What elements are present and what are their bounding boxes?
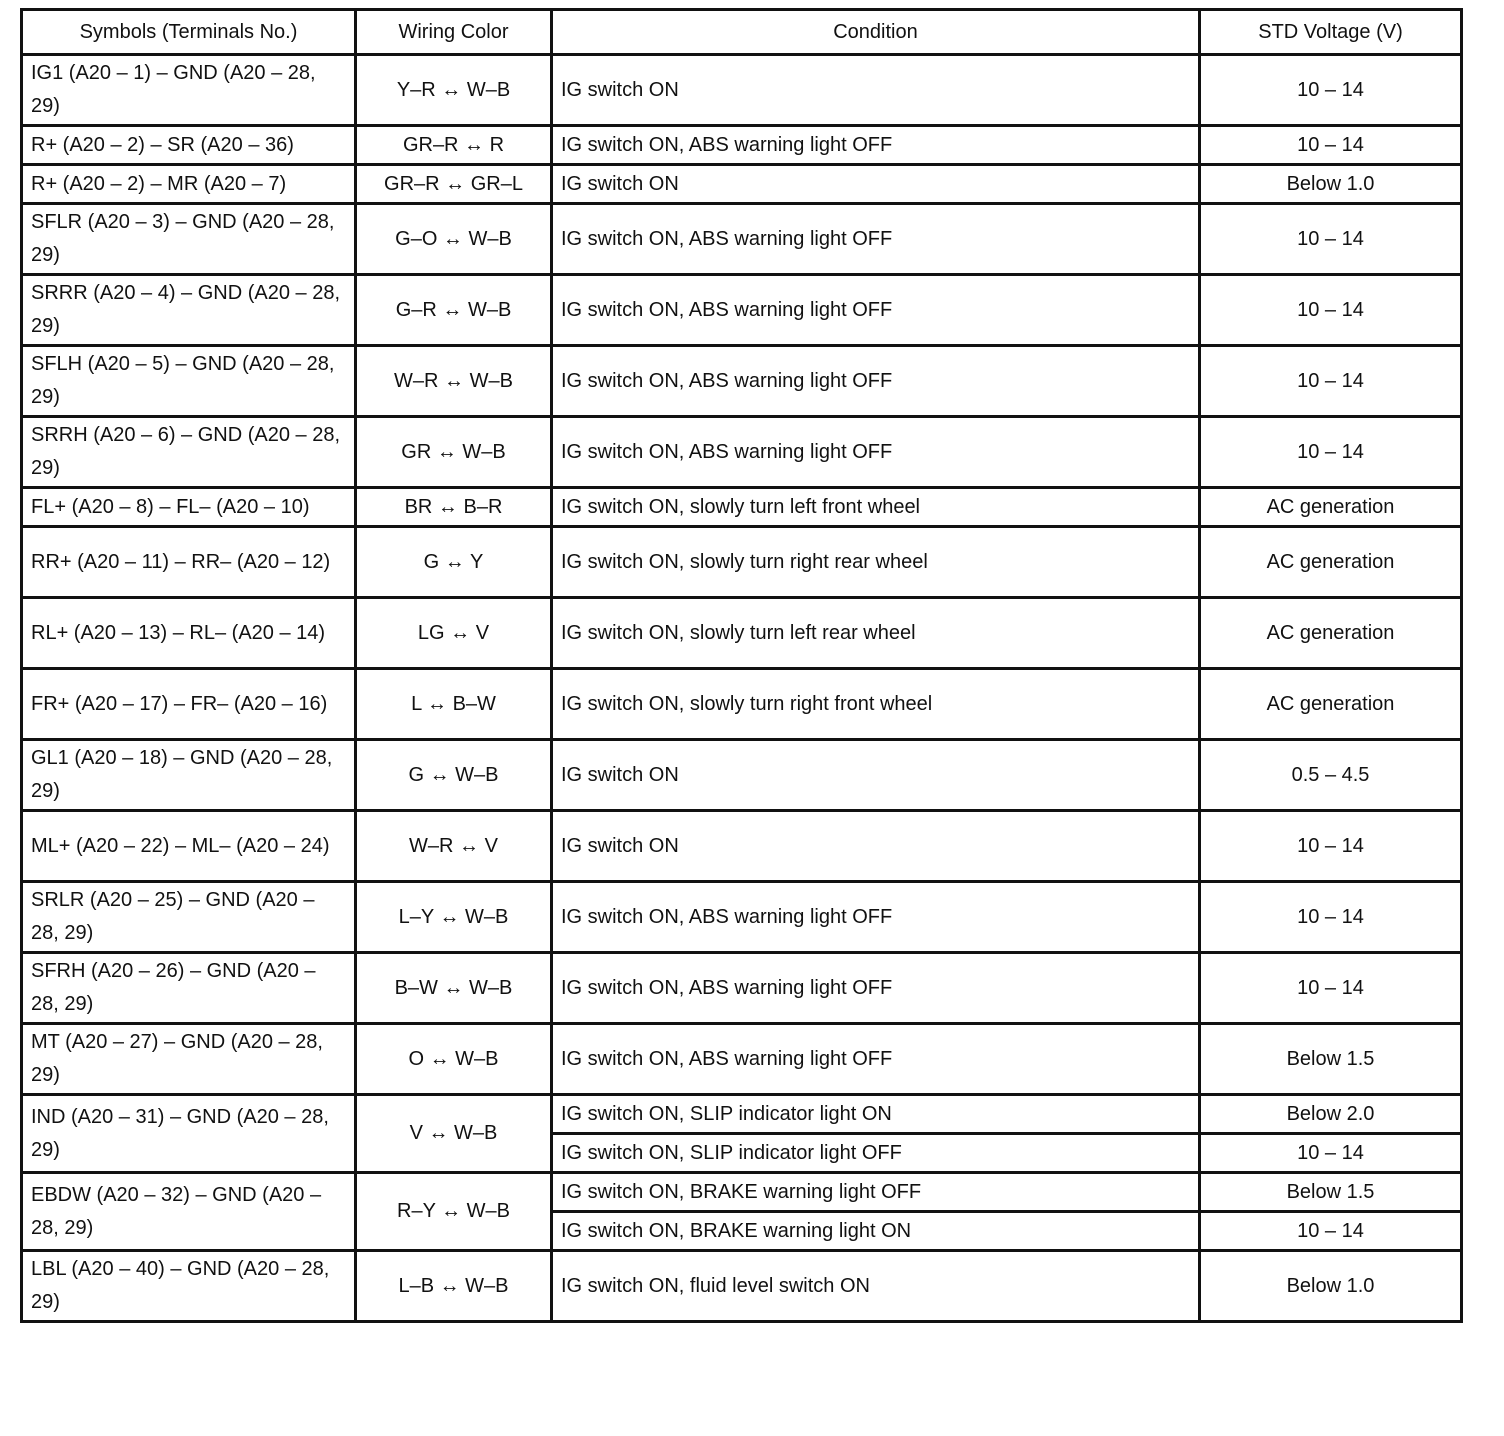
table-row [22, 1251, 1462, 1322]
header-condition: Condition [552, 10, 1200, 55]
condition-cell: IG switch ON, ABS warning light OFF [552, 275, 1200, 346]
condition-cell: IG switch ON, ABS warning light OFF [552, 1024, 1200, 1095]
condition-cell: IG switch ON [552, 165, 1200, 204]
wiring-color-cell: G–O ↔ W–B [356, 204, 552, 275]
wiring-color-cell: W–R ↔ V [356, 811, 552, 882]
condition-cell: IG switch ON [552, 811, 1200, 882]
wiring-color-cell: L–Y ↔ W–B [356, 882, 552, 953]
condition-cell: IG switch ON, ABS warning light OFF [552, 417, 1200, 488]
condition-cell: IG switch ON, ABS warning light OFF [552, 126, 1200, 165]
symbol-cell: IG1 (A20 – 1) – GND (A20 – 28, 29) [22, 55, 356, 126]
table-row [22, 204, 1462, 275]
condition-cell: IG switch ON, BRAKE warning light ON [552, 1212, 1200, 1251]
condition-cell: IG switch ON, ABS warning light OFF [552, 882, 1200, 953]
condition-cell: IG switch ON, ABS warning light OFF [552, 204, 1200, 275]
header-wiring-color: Wiring Color [356, 10, 552, 55]
voltage-cell: AC generation [1200, 598, 1462, 669]
table-row [22, 740, 1462, 811]
condition-cell: IG switch ON, BRAKE warning light OFF [552, 1173, 1200, 1212]
condition-cell: IG switch ON, slowly turn left rear wheel [552, 598, 1200, 669]
table-row [22, 669, 1462, 740]
table-row [22, 811, 1462, 882]
voltage-cell: AC generation [1200, 669, 1462, 740]
voltage-cell: AC generation [1200, 527, 1462, 598]
symbol-cell: SRLR (A20 – 25) – GND (A20 – 28, 29) [22, 882, 356, 953]
symbol-cell: R+ (A20 – 2) – SR (A20 – 36) [22, 126, 356, 165]
symbol-cell: IND (A20 – 31) – GND (A20 – 28, 29) [22, 1095, 356, 1173]
table-row [22, 165, 1462, 204]
voltage-cell: 10 – 14 [1200, 1134, 1462, 1173]
voltage-cell: 10 – 14 [1200, 126, 1462, 165]
symbol-cell: R+ (A20 – 2) – MR (A20 – 7) [22, 165, 356, 204]
table-row [22, 527, 1462, 598]
condition-cell: IG switch ON, slowly turn right rear wheel [552, 527, 1200, 598]
condition-cell: IG switch ON [552, 740, 1200, 811]
condition-cell: IG switch ON, fluid level switch ON [552, 1251, 1200, 1322]
voltage-cell: Below 1.0 [1200, 165, 1462, 204]
voltage-cell: 10 – 14 [1200, 882, 1462, 953]
voltage-cell: 10 – 14 [1200, 417, 1462, 488]
wiring-color-cell: L ↔ B–W [356, 669, 552, 740]
symbol-cell: SRRH (A20 – 6) – GND (A20 – 28, 29) [22, 417, 356, 488]
voltage-cell: 10 – 14 [1200, 275, 1462, 346]
wiring-color-cell: R–Y ↔ W–B [356, 1173, 552, 1251]
wiring-color-cell: B–W ↔ W–B [356, 953, 552, 1024]
symbol-cell: SFRH (A20 – 26) – GND (A20 – 28, 29) [22, 953, 356, 1024]
voltage-cell: Below 2.0 [1200, 1095, 1462, 1134]
wiring-color-cell: GR ↔ W–B [356, 417, 552, 488]
wiring-color-cell: Y–R ↔ W–B [356, 55, 552, 126]
wiring-color-cell: G ↔ Y [356, 527, 552, 598]
symbol-cell: FL+ (A20 – 8) – FL– (A20 – 10) [22, 488, 356, 527]
voltage-cell: Below 1.0 [1200, 1251, 1462, 1322]
condition-cell: IG switch ON, slowly turn left front wheel [552, 488, 1200, 527]
condition-cell: IG switch ON, SLIP indicator light OFF [552, 1134, 1200, 1173]
symbol-cell: FR+ (A20 – 17) – FR– (A20 – 16) [22, 669, 356, 740]
symbol-cell: LBL (A20 – 40) – GND (A20 – 28, 29) [22, 1251, 356, 1322]
symbol-cell: SFLH (A20 – 5) – GND (A20 – 28, 29) [22, 346, 356, 417]
table-row [22, 417, 1462, 488]
table-header-row [22, 10, 1462, 55]
wiring-color-cell: LG ↔ V [356, 598, 552, 669]
wiring-color-cell: BR ↔ B–R [356, 488, 552, 527]
terminal-voltage-table-sheet [20, 8, 1460, 1323]
wiring-color-cell: G ↔ W–B [356, 740, 552, 811]
wiring-color-cell: GR–R ↔ GR–L [356, 165, 552, 204]
voltage-cell: 10 – 14 [1200, 204, 1462, 275]
table-row [22, 882, 1462, 953]
voltage-cell: Below 1.5 [1200, 1024, 1462, 1095]
symbol-cell: EBDW (A20 – 32) – GND (A20 – 28, 29) [22, 1173, 356, 1251]
symbol-cell: MT (A20 – 27) – GND (A20 – 28, 29) [22, 1024, 356, 1095]
condition-cell: IG switch ON, ABS warning light OFF [552, 953, 1200, 1024]
voltage-cell: Below 1.5 [1200, 1173, 1462, 1212]
table-row [22, 1095, 1462, 1134]
voltage-cell: 10 – 14 [1200, 1212, 1462, 1251]
table-row [22, 126, 1462, 165]
header-std-voltage: STD Voltage (V) [1200, 10, 1462, 55]
symbol-cell: GL1 (A20 – 18) – GND (A20 – 28, 29) [22, 740, 356, 811]
wiring-color-cell: V ↔ W–B [356, 1095, 552, 1173]
condition-cell: IG switch ON, SLIP indicator light ON [552, 1095, 1200, 1134]
condition-cell: IG switch ON [552, 55, 1200, 126]
table-row [22, 598, 1462, 669]
voltage-cell: 10 – 14 [1200, 953, 1462, 1024]
header-symbols: Symbols (Terminals No.) [22, 10, 356, 55]
voltage-cell: 10 – 14 [1200, 55, 1462, 126]
wiring-color-cell: G–R ↔ W–B [356, 275, 552, 346]
wiring-color-cell: W–R ↔ W–B [356, 346, 552, 417]
table-row [22, 346, 1462, 417]
symbol-cell: RR+ (A20 – 11) – RR– (A20 – 12) [22, 527, 356, 598]
symbol-cell: ML+ (A20 – 22) – ML– (A20 – 24) [22, 811, 356, 882]
table-row [22, 488, 1462, 527]
voltage-cell: 0.5 – 4.5 [1200, 740, 1462, 811]
table-row [22, 55, 1462, 126]
voltage-cell: AC generation [1200, 488, 1462, 527]
wiring-color-cell: L–B ↔ W–B [356, 1251, 552, 1322]
table-row [22, 1024, 1462, 1095]
condition-cell: IG switch ON, slowly turn right front wheel [552, 669, 1200, 740]
voltage-cell: 10 – 14 [1200, 811, 1462, 882]
symbol-cell: SFLR (A20 – 3) – GND (A20 – 28, 29) [22, 204, 356, 275]
wiring-color-cell: O ↔ W–B [356, 1024, 552, 1095]
table-row [22, 275, 1462, 346]
table-row [22, 1173, 1462, 1212]
voltage-cell: 10 – 14 [1200, 346, 1462, 417]
terminal-voltage-table [20, 8, 1463, 1323]
symbol-cell: RL+ (A20 – 13) – RL– (A20 – 14) [22, 598, 356, 669]
table-row [22, 953, 1462, 1024]
wiring-color-cell: GR–R ↔ R [356, 126, 552, 165]
symbol-cell: SRRR (A20 – 4) – GND (A20 – 28, 29) [22, 275, 356, 346]
condition-cell: IG switch ON, ABS warning light OFF [552, 346, 1200, 417]
